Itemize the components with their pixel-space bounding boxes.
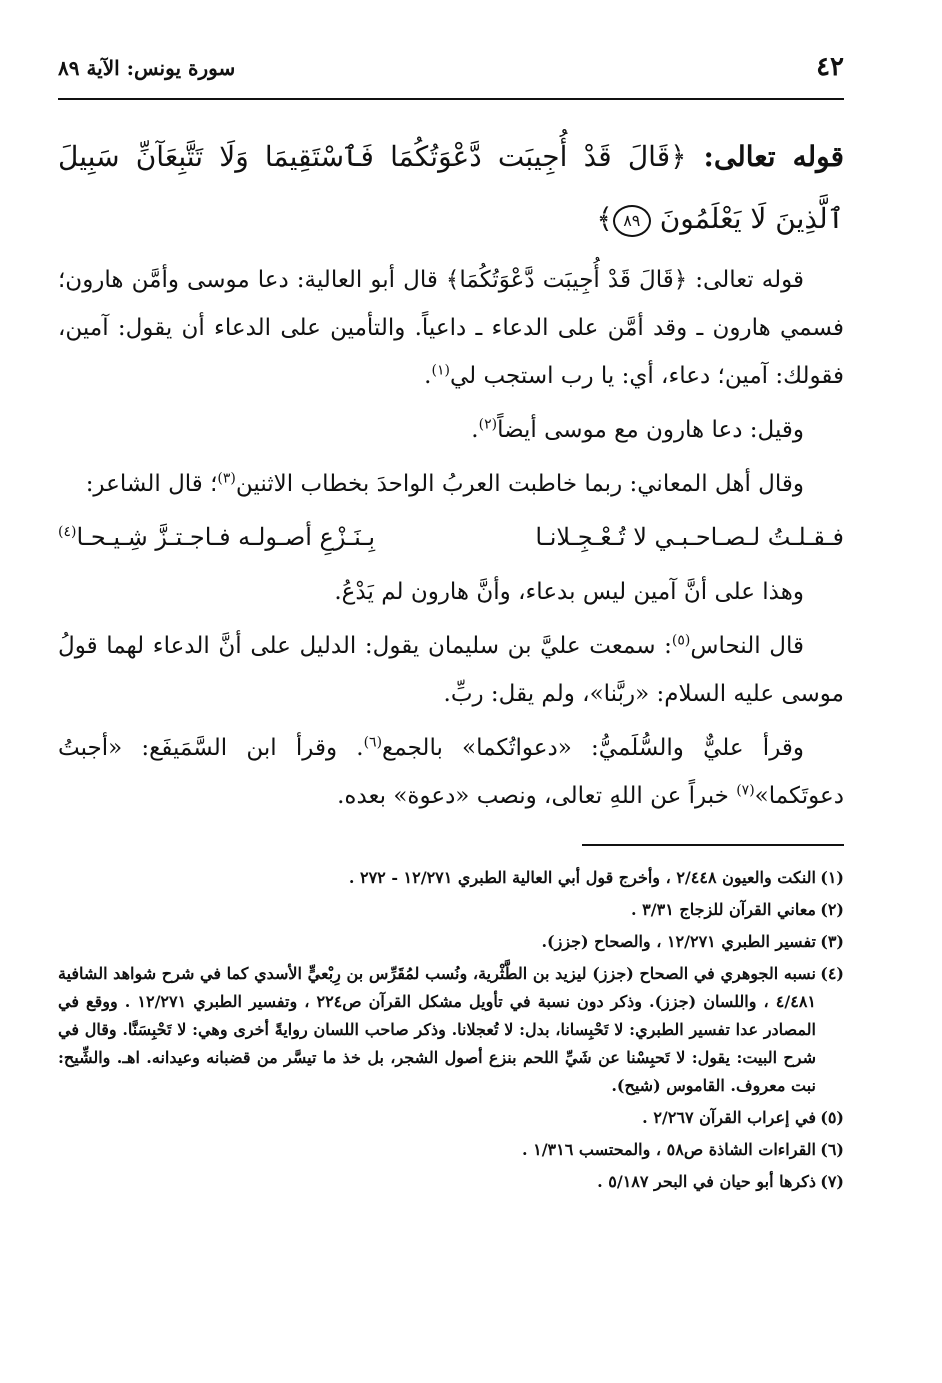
footnote-number: (٣) <box>820 932 844 951</box>
paragraph: وقيل: دعا هارون مع موسى أيضاً$^{(٢)}$. <box>471 416 804 443</box>
footnote-ref[interactable]: (٢) <box>478 416 498 433</box>
paragraph: قال النحاس$^{(٥)}$: سمعت عليَّ بن سليمان يقول: الدليل على أنَّ الدعاء لهما قولُ موسى عليه السلام: «ربَّنا»، ولم يقل: ربِّ. <box>58 632 844 707</box>
footnote-ref[interactable]: (٥) <box>671 632 691 649</box>
footnote-number: (٧) <box>820 1172 844 1191</box>
footnote-ref[interactable]: (٦) <box>363 734 383 751</box>
footnote <box>58 928 844 956</box>
footnote-number: (٢) <box>820 900 844 919</box>
footnote-text: تفسير الطبري ١٢/٢٧١ ، والصحاح (جزز). <box>541 932 816 951</box>
page-number: ٤٢ <box>816 52 844 82</box>
footnote-text: ذكرها أبو حيان في البحر ٥/١٨٧ . <box>597 1172 816 1191</box>
footnote <box>58 864 844 892</box>
book-page <box>58 52 844 1352</box>
chapter-title: سورة يونس: الآية ٨٩ <box>58 56 236 80</box>
paragraph: وقال أهل المعاني: ربما خاطبت العربُ الواحدَ بخطاب الاثنين$^{(٣)}$؛ قال الشاعر: <box>85 470 804 497</box>
footnotes <box>58 864 844 1196</box>
footnote-ref[interactable]: (٣) <box>217 470 236 487</box>
verse-lead: قوله تعالى: <box>686 140 844 173</box>
footnote-text: نسبه الجوهري في الصحاح (جزز) ليزيد بن الطَّثْرية، ونُسب لمُقَرِّس بن رِبْعيٍّ الأسدي كما في شرح شواهد الشافية ٤/٤٨١ ، واللسان (جزز). وذكر دون نسبة في تأويل مشكل القرآن ص٢٢٤ ، وتفسير الطبري ١٢/٢٧١ . ووقع في المصادر عدا تفسير الطبري: لا تَحْبِسانا، بدل: لا تُعجلانا. وذكر صاحب اللسان روايةً أخرى وهي: لا تَحْبِسَنَّا. وقال في شرح البيت: يقول: لا تَحبِسْنا عن شَيِّ اللحم بنزع أصول الشجر، بل خذ ما تيسَّر من قضبانه وعيدانه. اهـ. والشِّيح: نبت معروف. القاموس (شيح). <box>58 964 817 1095</box>
footnote-number: (٤) <box>820 964 844 983</box>
verse-close-bracket: ﴾ <box>596 202 613 235</box>
quran-verse <box>58 126 844 250</box>
footnote <box>58 1168 844 1196</box>
footnote-ref[interactable]: (٤) <box>58 524 77 540</box>
footnote-number: (١) <box>820 868 844 887</box>
paragraph: قوله تعالى: ﴿قَالَ قَدْ أُجِيبَت دَّعْوَتُكُمَا﴾ قال أبو العالية: دعا موسى وأمَّن هارون؛ فسمي هارون ـ وقد أمَّن على الدعاء ـ داعياً. والتأمين على الدعاء أن يقول: آمين، فقولك: آمين؛ دعاء، أي: يا رب استجب لي$^{(١)}$. <box>58 267 844 389</box>
paragraph: وقرأ عليٌّ والسُّلَميُّ: «دعواتُكما» بالجمع$^{(٦)}$. وقرأ ابن السَّمَيفَع: «أجبتُ دعوتَكما»$^{(٧)}$ خبراً عن اللهِ تعالى، ونصب «دعوة» بعده. <box>58 734 844 809</box>
footnote-text: في إعراب القرآن ٢/٢٦٧ . <box>642 1108 816 1127</box>
footnote-ref[interactable]: (٧) <box>736 782 755 799</box>
footnote <box>58 1136 844 1164</box>
verse-text: ﴿قَالَ قَدْ أُجِيبَت دَّعْوَتُكُمَا فَٱسْتَقِيمَا وَلَا تَتَّبِعَآنِّ سَبِيلَ ٱلَّذِينَ لَا يَعْلَمُونَ <box>58 140 844 235</box>
footnote-text: القراءات الشاذة ص٥٨ ، والمحتسب ١/٣١٦ . <box>521 1140 816 1159</box>
footnote-ref[interactable]: (١) <box>431 362 450 379</box>
footnote <box>58 1104 844 1132</box>
running-header <box>58 52 844 100</box>
footnote <box>58 896 844 924</box>
footnote-separator <box>582 844 844 846</box>
poem-hemistich-second: بِـنَـزْعِ أصـولـه فـاجـتـزَّ شِـيـحـا$^{(٤)}$ <box>58 523 376 551</box>
footnote-number: (٦) <box>820 1140 844 1159</box>
poem-verse <box>58 512 844 562</box>
footnote-number: (٥) <box>820 1108 844 1127</box>
verse-number-marker: ٨٩ <box>613 205 651 237</box>
paragraph: وهذا على أنَّ آمين ليس بدعاء، وأنَّ هارون لم يَدْعُ. <box>334 579 804 605</box>
footnote-text: النكت والعيون ٢/٤٤٨ ، وأخرج قول أبي العالية الطبري ١٢/٢٧١ - ٢٧٢ . <box>348 868 816 887</box>
footnote <box>58 960 844 1100</box>
poem-hemistich-first: فـقـلـتُ لـصـاحـبـي لا تُـعْـجِـلانـا <box>535 523 844 551</box>
footnote-text: معاني القرآن للزجاج ٣/٣١ . <box>631 900 816 919</box>
